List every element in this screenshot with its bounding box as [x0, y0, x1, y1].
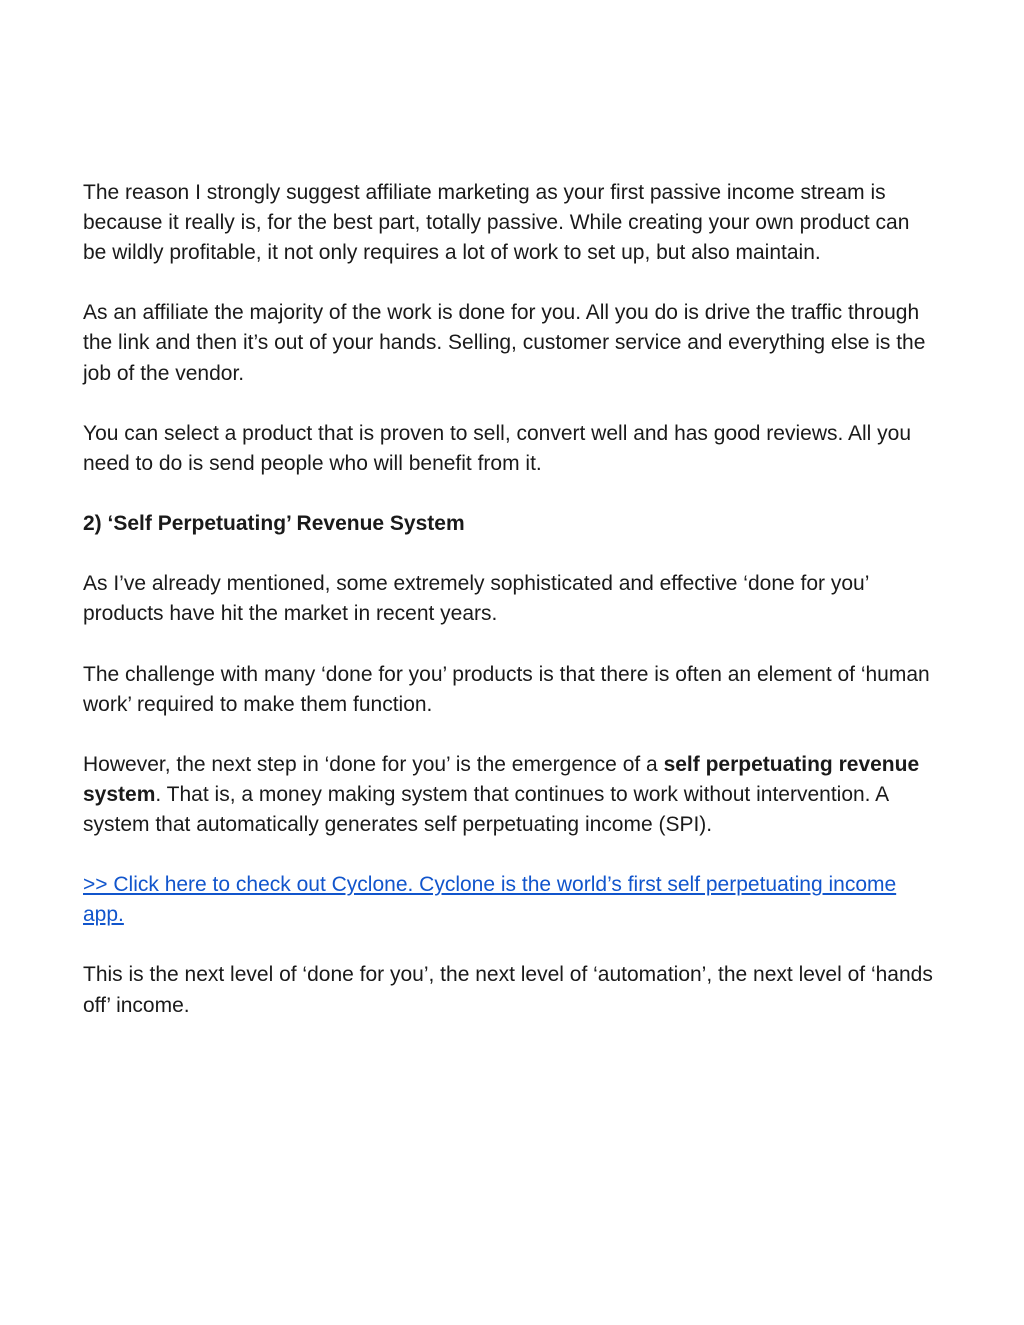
section-heading: 2) ‘Self Perpetuating’ Revenue System	[83, 512, 465, 536]
paragraph-next-step-text: However, the next step in ‘done for you’ is the emergence of a	[83, 752, 664, 776]
paragraph-challenge: The challenge with many ‘done for you’ products is that there is often an element of ‘human work’ required to make them function.	[83, 662, 930, 716]
paragraph-already-mentioned: As I’ve already mentioned, some extremely sophisticated and effective ‘done for you’ products have hit the market in recent years.	[83, 572, 869, 626]
paragraph-next-step-rest: . That is, a money making system that continues to work without intervention. A system that automatically generates self perpetuating income (SPI).	[83, 782, 889, 836]
bold-phrase: self perpetuating revenue system	[83, 752, 920, 806]
paragraph-next-level: This is the next level of ‘done for you’, the next level of ‘automation’, the next level of ‘hands off’ income.	[83, 963, 933, 1017]
link-paragraph	[83, 870, 933, 930]
cyclone-link[interactable]: >> Click here to check out Cyclone. Cyclone is the world’s first self perpetuating income app.	[83, 873, 897, 927]
paragraph-affiliate-reason: The reason I strongly suggest affiliate marketing as your first passive income stream is because it really is, for the best part, totally passive. While creating your own product can be wildly profitable, it not only requires a lot of work to set up, but also maintain.	[83, 181, 910, 265]
paragraph-select-product: You can select a product that is proven to sell, convert well and has good reviews. All you need to do is send people who will benefit from it.	[83, 421, 912, 475]
document-page	[83, 178, 933, 1051]
paragraph-next-step	[83, 750, 933, 840]
paragraph-affiliate-work: As an affiliate the majority of the work is done for you. All you do is drive the traffic through the link and then it’s out of your hands. Selling, customer service and everything else is the job of the vendor.	[83, 301, 926, 385]
